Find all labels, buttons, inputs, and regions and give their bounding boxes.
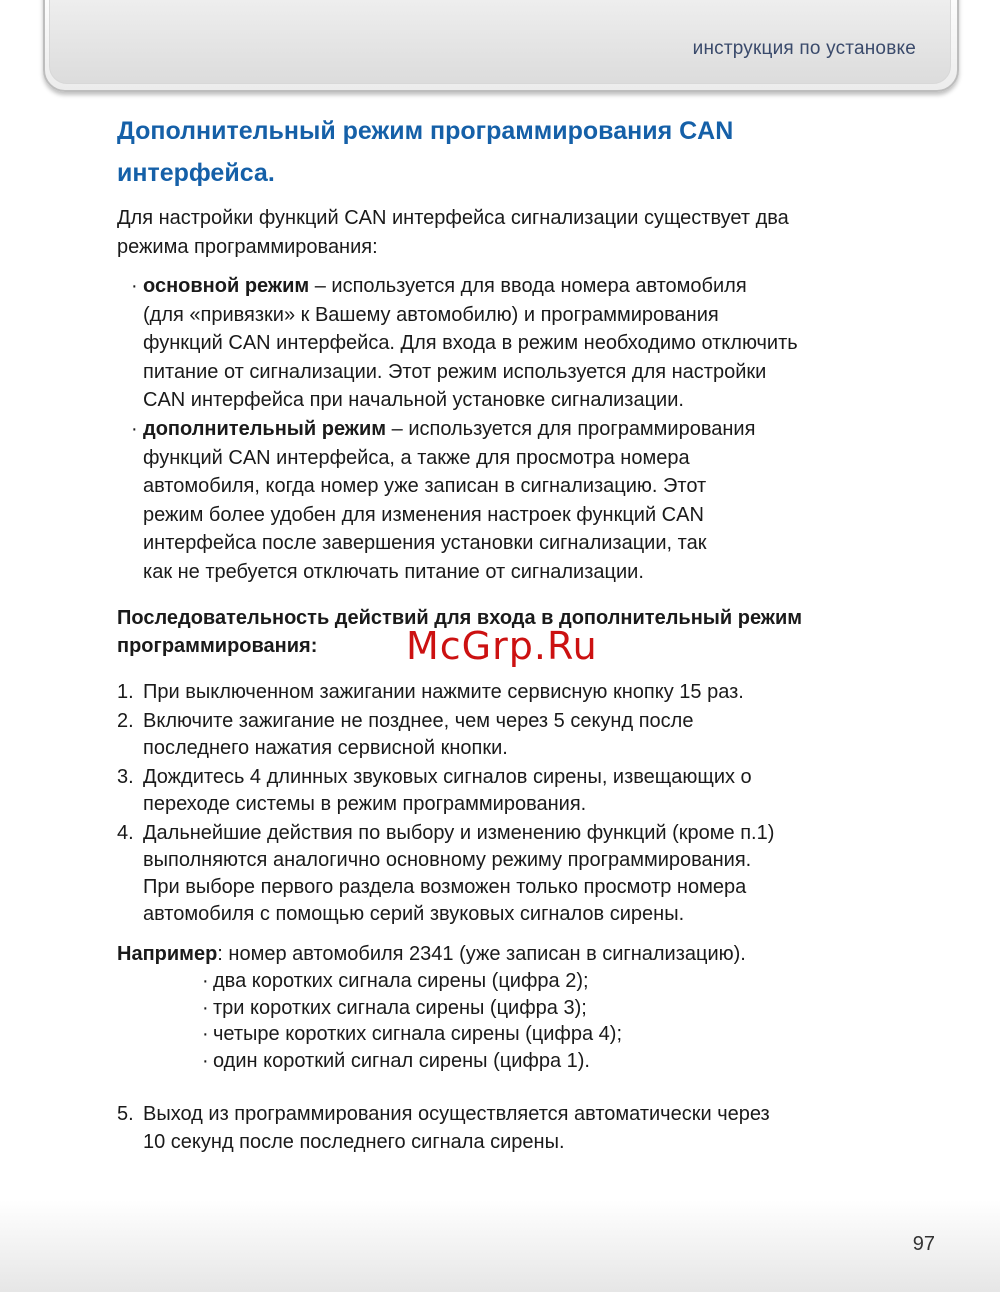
title-line-1: Дополнительный режим программирования CAN xyxy=(117,117,734,145)
step-text-line: Дальнейшие действия по выбору и изменению функций (кроме п.1) xyxy=(143,822,775,844)
sequence-heading-line-2: программирования: xyxy=(117,635,318,657)
signal-item: · два коротких сигнала сирены (цифра 2); xyxy=(202,968,622,995)
step-number: 1. xyxy=(117,681,134,703)
step-5 xyxy=(117,1100,877,1156)
intro-line-2: режима программирования: xyxy=(117,236,378,258)
step-text-line: 10 секунд после последнего сигнала сирены. xyxy=(143,1131,565,1153)
step-text-line: Включите зажигание не позднее, чем через 5 секунд после xyxy=(143,710,694,732)
step-item xyxy=(117,679,877,706)
step-text-line: автомобиля с помощью серий звуковых сигналов сирены. xyxy=(143,903,685,925)
mode-name: дополнительный режим xyxy=(143,417,387,440)
mode-text-line: автомобиля, когда номер уже записан в сигнализацию. Этот xyxy=(143,475,707,498)
step-text-line: Дождитесь 4 длинных звуковых сигналов сирены, извещающих о xyxy=(143,766,752,788)
mode-text-line: функций CAN интерфейса, а также для просмотра номера xyxy=(143,446,690,469)
mode-item-basic xyxy=(131,272,891,415)
footer-band xyxy=(0,1200,1000,1292)
step-item xyxy=(117,820,877,928)
mode-text-line: функций CAN интерфейса. Для входа в режим необходимо отключить xyxy=(143,332,798,355)
mode-text-line: режим более удобен для изменения настроек функций CAN xyxy=(143,503,704,526)
step-number: 5. xyxy=(117,1103,134,1125)
step-text-line: При выключенном зажигании нажмите сервисную кнопку 15 раз. xyxy=(143,681,744,703)
step-item xyxy=(117,708,877,762)
section-header: инструкция по установке xyxy=(692,38,916,59)
step-text-line: выполняются аналогично основному режиму программирования. xyxy=(143,849,752,871)
mode-name: основной режим xyxy=(143,275,310,297)
step-number: 4. xyxy=(117,822,134,844)
example-paragraph xyxy=(117,941,897,967)
example-text: : номер автомобиля 2341 (уже записан в сигнализацию). xyxy=(217,943,746,965)
mode-text-line: как не требуется отключать питание от сигнализации. xyxy=(143,560,644,583)
signal-item: · три коротких сигнала сирены (цифра 3); xyxy=(202,995,622,1022)
mode-text-line: CAN интерфейса при начальной установке сигнализации. xyxy=(143,389,684,412)
example-signals-list xyxy=(202,968,622,1074)
watermark: McGrp.Ru xyxy=(406,624,598,668)
page-number: 97 xyxy=(912,1233,935,1255)
intro-paragraph xyxy=(117,204,897,262)
step-text-line: При выборе первого раздела возможен только просмотр номера xyxy=(143,876,747,898)
sequence-heading-line-1: Последовательность действий для входа в дополнительный режим xyxy=(117,607,803,629)
step-number: 2. xyxy=(117,710,134,732)
page-title xyxy=(117,110,897,194)
step-text-line: переходе системы в режим программирования. xyxy=(143,793,587,815)
mode-text-line: – используется для программирования xyxy=(386,417,756,440)
modes-list xyxy=(131,272,891,587)
example-label: Например xyxy=(117,943,218,965)
signal-item: · четыре коротких сигнала сирены (цифра 4); xyxy=(202,1021,622,1048)
step-item xyxy=(117,764,877,818)
mode-text-line: (для «привязки» к Вашему автомобилю) и программирования xyxy=(143,303,719,326)
step-5-text xyxy=(117,1100,877,1156)
mode-text-line: питание от сигнализации. Этот режим используется для настройки xyxy=(143,360,767,383)
title-line-2: интерфейса. xyxy=(117,159,275,187)
mode-item-additional xyxy=(131,415,891,587)
steps-list xyxy=(117,679,877,930)
intro-line-1: Для настройки функций CAN интерфейса сигнализации существует два xyxy=(117,207,789,229)
step-text-line: Выход из программирования осуществляется автоматически через xyxy=(143,1103,770,1125)
step-text-line: последнего нажатия сервисной кнопки. xyxy=(143,737,508,759)
mode-text-line: – используется для ввода номера автомобиля xyxy=(309,275,747,297)
mode-text-line: интерфейса после завершения установки сигнализации, так xyxy=(143,532,707,555)
signal-item: · один короткий сигнал сирены (цифра 1). xyxy=(202,1048,622,1075)
step-number: 3. xyxy=(117,766,134,788)
